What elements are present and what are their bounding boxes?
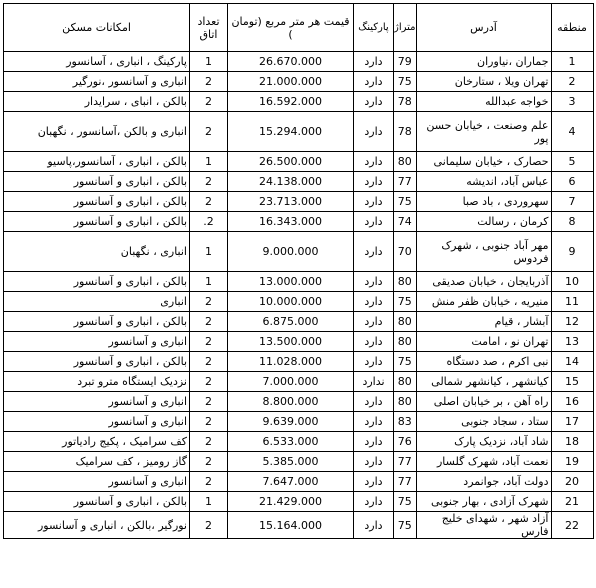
features-cell: بالکن ، انباری و آسانسور <box>4 172 190 192</box>
features-cell: بالکن ، انباری و آسانسور <box>4 352 190 372</box>
area-cell: 74 <box>394 212 417 232</box>
rooms-cell: 2 <box>190 172 228 192</box>
area-cell: 76 <box>394 432 417 452</box>
region-cell: 19 <box>551 452 593 472</box>
region-cell: 5 <box>551 152 593 172</box>
rooms-cell: 2 <box>190 352 228 372</box>
rooms-cell: 2 <box>190 92 228 112</box>
region-cell: 15 <box>551 372 593 392</box>
price-cell: 9.000.000 <box>228 232 354 272</box>
features-cell: نورگیر ،بالکن ، انباری و آسانسور <box>4 512 190 539</box>
rooms-cell: 2 <box>190 72 228 92</box>
address-cell: نبی اکرم ، صد دستگاه <box>416 352 551 372</box>
features-cell: انباری و آسانسور <box>4 472 190 492</box>
rooms-cell: 2 <box>190 452 228 472</box>
address-cell: شهرک آزادی ، بهار جنوبی <box>416 492 551 512</box>
table-row <box>4 212 594 232</box>
rooms-cell: 2 <box>190 112 228 152</box>
rooms-cell: 1 <box>190 52 228 72</box>
parking-cell: دارد <box>354 232 394 272</box>
address-cell: کرمان ، رسالت <box>416 212 551 232</box>
price-cell: 13.000.000 <box>228 272 354 292</box>
table-row <box>4 352 594 372</box>
address-cell: خواجه عبدالله <box>416 92 551 112</box>
features-cell: انباری <box>4 292 190 312</box>
region-cell: 9 <box>551 232 593 272</box>
area-cell: 77 <box>394 172 417 192</box>
parking-cell: دارد <box>354 192 394 212</box>
area-cell: 80 <box>394 392 417 412</box>
parking-cell: دارد <box>354 172 394 192</box>
price-cell: 16.343.000 <box>228 212 354 232</box>
header-area: متراژ <box>394 4 417 52</box>
area-cell: 77 <box>394 452 417 472</box>
area-cell: 78 <box>394 92 417 112</box>
address-cell: آذربایجان ، خیابان صدیقی <box>416 272 551 292</box>
price-cell: 11.028.000 <box>228 352 354 372</box>
price-cell: 24.138.000 <box>228 172 354 192</box>
header-row <box>4 4 594 52</box>
table-row <box>4 232 594 272</box>
parking-cell: دارد <box>354 92 394 112</box>
price-cell: 7.000.000 <box>228 372 354 392</box>
price-cell: 13.500.000 <box>228 332 354 352</box>
address-cell: نعمت آباد، شهرک گلسار <box>416 452 551 472</box>
table-row <box>4 272 594 292</box>
rooms-cell: 1 <box>190 272 228 292</box>
address-cell: آزاد شهر ، شهدای خلیج فارس <box>416 512 551 539</box>
price-cell: 21.429.000 <box>228 492 354 512</box>
rooms-cell: 2 <box>190 372 228 392</box>
address-cell: آبشار ، قیام <box>416 312 551 332</box>
table-row <box>4 472 594 492</box>
parking-cell: دارد <box>354 212 394 232</box>
region-cell: 3 <box>551 92 593 112</box>
features-cell: انباری و آسانسور <box>4 392 190 412</box>
address-cell: تهران نو ، امامت <box>416 332 551 352</box>
parking-cell: دارد <box>354 112 394 152</box>
rooms-cell: 2. <box>190 212 228 232</box>
region-cell: 18 <box>551 432 593 452</box>
rooms-cell: 2 <box>190 292 228 312</box>
features-cell: بالکن ، انباری و آسانسور <box>4 492 190 512</box>
region-cell: 11 <box>551 292 593 312</box>
parking-cell: دارد <box>354 432 394 452</box>
features-cell: بالکن ، انباری ، آسانسور،پاسیو <box>4 152 190 172</box>
rooms-cell: 2 <box>190 512 228 539</box>
rooms-cell: 2 <box>190 412 228 432</box>
rooms-cell: 1 <box>190 232 228 272</box>
parking-cell: دارد <box>354 272 394 292</box>
parking-cell: ندارد <box>354 372 394 392</box>
header-price: قیمت هر متر مربع (تومان ) <box>228 4 354 52</box>
parking-cell: دارد <box>354 472 394 492</box>
table-row <box>4 72 594 92</box>
parking-cell: دارد <box>354 412 394 432</box>
parking-cell: دارد <box>354 152 394 172</box>
table-row <box>4 292 594 312</box>
header-address: آدرس <box>416 4 551 52</box>
table-row <box>4 112 594 152</box>
address-cell: علم وصنعت ، خیابان حسن پور <box>416 112 551 152</box>
table-row <box>4 92 594 112</box>
table-row <box>4 512 594 539</box>
table-row <box>4 332 594 352</box>
rooms-cell: 2 <box>190 312 228 332</box>
header-features: امکانات مسکن <box>4 4 190 52</box>
features-cell: کف سرامیک ، پکیج رادیاتور <box>4 432 190 452</box>
price-cell: 21.000.000 <box>228 72 354 92</box>
features-cell: انباری و آسانسور <box>4 412 190 432</box>
table-row <box>4 452 594 472</box>
region-cell: 13 <box>551 332 593 352</box>
address-cell: عباس آباد، اندیشه <box>416 172 551 192</box>
price-cell: 7.647.000 <box>228 472 354 492</box>
price-cell: 15.164.000 <box>228 512 354 539</box>
address-cell: سهروردی ، باد صبا <box>416 192 551 212</box>
address-cell: ستاد ، سجاد جنوبی <box>416 412 551 432</box>
address-cell: شاد آباد، نزدیک پارک <box>416 432 551 452</box>
price-cell: 8.800.000 <box>228 392 354 412</box>
features-cell: انباری ، نگهبان <box>4 232 190 272</box>
area-cell: 80 <box>394 272 417 292</box>
parking-cell: دارد <box>354 52 394 72</box>
price-cell: 5.385.000 <box>228 452 354 472</box>
address-cell: جماران ،نیاوران <box>416 52 551 72</box>
table-row <box>4 172 594 192</box>
area-cell: 75 <box>394 512 417 539</box>
area-cell: 83 <box>394 412 417 432</box>
parking-cell: دارد <box>354 332 394 352</box>
features-cell: انباری و بالکن ،آسانسور ، نگهبان <box>4 112 190 152</box>
parking-cell: دارد <box>354 512 394 539</box>
rooms-cell: 2 <box>190 392 228 412</box>
features-cell: بالکن ، انباری و آسانسور <box>4 192 190 212</box>
rooms-cell: 2 <box>190 332 228 352</box>
parking-cell: دارد <box>354 492 394 512</box>
region-cell: 2 <box>551 72 593 92</box>
price-cell: 16.592.000 <box>228 92 354 112</box>
table-row <box>4 372 594 392</box>
rooms-cell: 2 <box>190 432 228 452</box>
region-cell: 21 <box>551 492 593 512</box>
area-cell: 80 <box>394 152 417 172</box>
table-row <box>4 432 594 452</box>
area-cell: 77 <box>394 472 417 492</box>
table-row <box>4 312 594 332</box>
header-rooms: تعداد اتاق <box>190 4 228 52</box>
header-parking: پارکینگ <box>354 4 394 52</box>
features-cell: بالکن ، انباری و آسانسور <box>4 212 190 232</box>
features-cell: بالکن ، انباری و آسانسور <box>4 272 190 292</box>
region-cell: 14 <box>551 352 593 372</box>
features-cell: بالکن ، انبای ، سرایدار <box>4 92 190 112</box>
price-cell: 15.294.000 <box>228 112 354 152</box>
address-cell: دولت آباد، جوانمرد <box>416 472 551 492</box>
address-cell: تهران ویلا ، ستارخان <box>416 72 551 92</box>
region-cell: 1 <box>551 52 593 72</box>
area-cell: 80 <box>394 312 417 332</box>
features-cell: انباری و آسانسور <box>4 332 190 352</box>
region-cell: 12 <box>551 312 593 332</box>
rooms-cell: 1 <box>190 152 228 172</box>
area-cell: 75 <box>394 352 417 372</box>
parking-cell: دارد <box>354 392 394 412</box>
region-cell: 4 <box>551 112 593 152</box>
region-cell: 10 <box>551 272 593 292</box>
features-cell: نزدیک ایستگاه مترو تبرد <box>4 372 190 392</box>
table-row <box>4 192 594 212</box>
area-cell: 75 <box>394 192 417 212</box>
table-body <box>4 52 594 539</box>
area-cell: 80 <box>394 372 417 392</box>
price-cell: 10.000.000 <box>228 292 354 312</box>
parking-cell: دارد <box>354 452 394 472</box>
region-cell: 16 <box>551 392 593 412</box>
table-row <box>4 392 594 412</box>
address-cell: حصارک ، خیابان سلیمانی <box>416 152 551 172</box>
address-cell: منیریه ، خیابان ظفر منش <box>416 292 551 312</box>
table-row <box>4 52 594 72</box>
price-cell: 23.713.000 <box>228 192 354 212</box>
address-cell: مهر آباد جنوبی ، شهرک فردوس <box>416 232 551 272</box>
table-row <box>4 412 594 432</box>
area-cell: 78 <box>394 112 417 152</box>
header-region: منطقه <box>551 4 593 52</box>
region-cell: 6 <box>551 172 593 192</box>
features-cell: گاز رومیز ، کف سرامیک <box>4 452 190 472</box>
table-row <box>4 492 594 512</box>
address-cell: کیانشهر ، کیانشهر شمالی <box>416 372 551 392</box>
price-cell: 26.670.000 <box>228 52 354 72</box>
area-cell: 75 <box>394 492 417 512</box>
price-cell: 6.533.000 <box>228 432 354 452</box>
parking-cell: دارد <box>354 352 394 372</box>
features-cell: پارکینگ ، انباری ، آسانسور <box>4 52 190 72</box>
area-cell: 75 <box>394 72 417 92</box>
rooms-cell: 1 <box>190 492 228 512</box>
parking-cell: دارد <box>354 292 394 312</box>
housing-table <box>3 3 594 539</box>
price-cell: 9.639.000 <box>228 412 354 432</box>
price-cell: 6.875.000 <box>228 312 354 332</box>
area-cell: 80 <box>394 332 417 352</box>
region-cell: 17 <box>551 412 593 432</box>
region-cell: 8 <box>551 212 593 232</box>
rooms-cell: 2 <box>190 192 228 212</box>
area-cell: 75 <box>394 292 417 312</box>
parking-cell: دارد <box>354 312 394 332</box>
rooms-cell: 2 <box>190 472 228 492</box>
parking-cell: دارد <box>354 72 394 92</box>
features-cell: انباری و آسانسور ،نورگیر <box>4 72 190 92</box>
region-cell: 22 <box>551 512 593 539</box>
address-cell: راه آهن ، بر خیابان اصلی <box>416 392 551 412</box>
price-cell: 26.500.000 <box>228 152 354 172</box>
area-cell: 70 <box>394 232 417 272</box>
features-cell: بالکن ، انباری و آسانسور <box>4 312 190 332</box>
table-row <box>4 152 594 172</box>
area-cell: 79 <box>394 52 417 72</box>
region-cell: 7 <box>551 192 593 212</box>
region-cell: 20 <box>551 472 593 492</box>
